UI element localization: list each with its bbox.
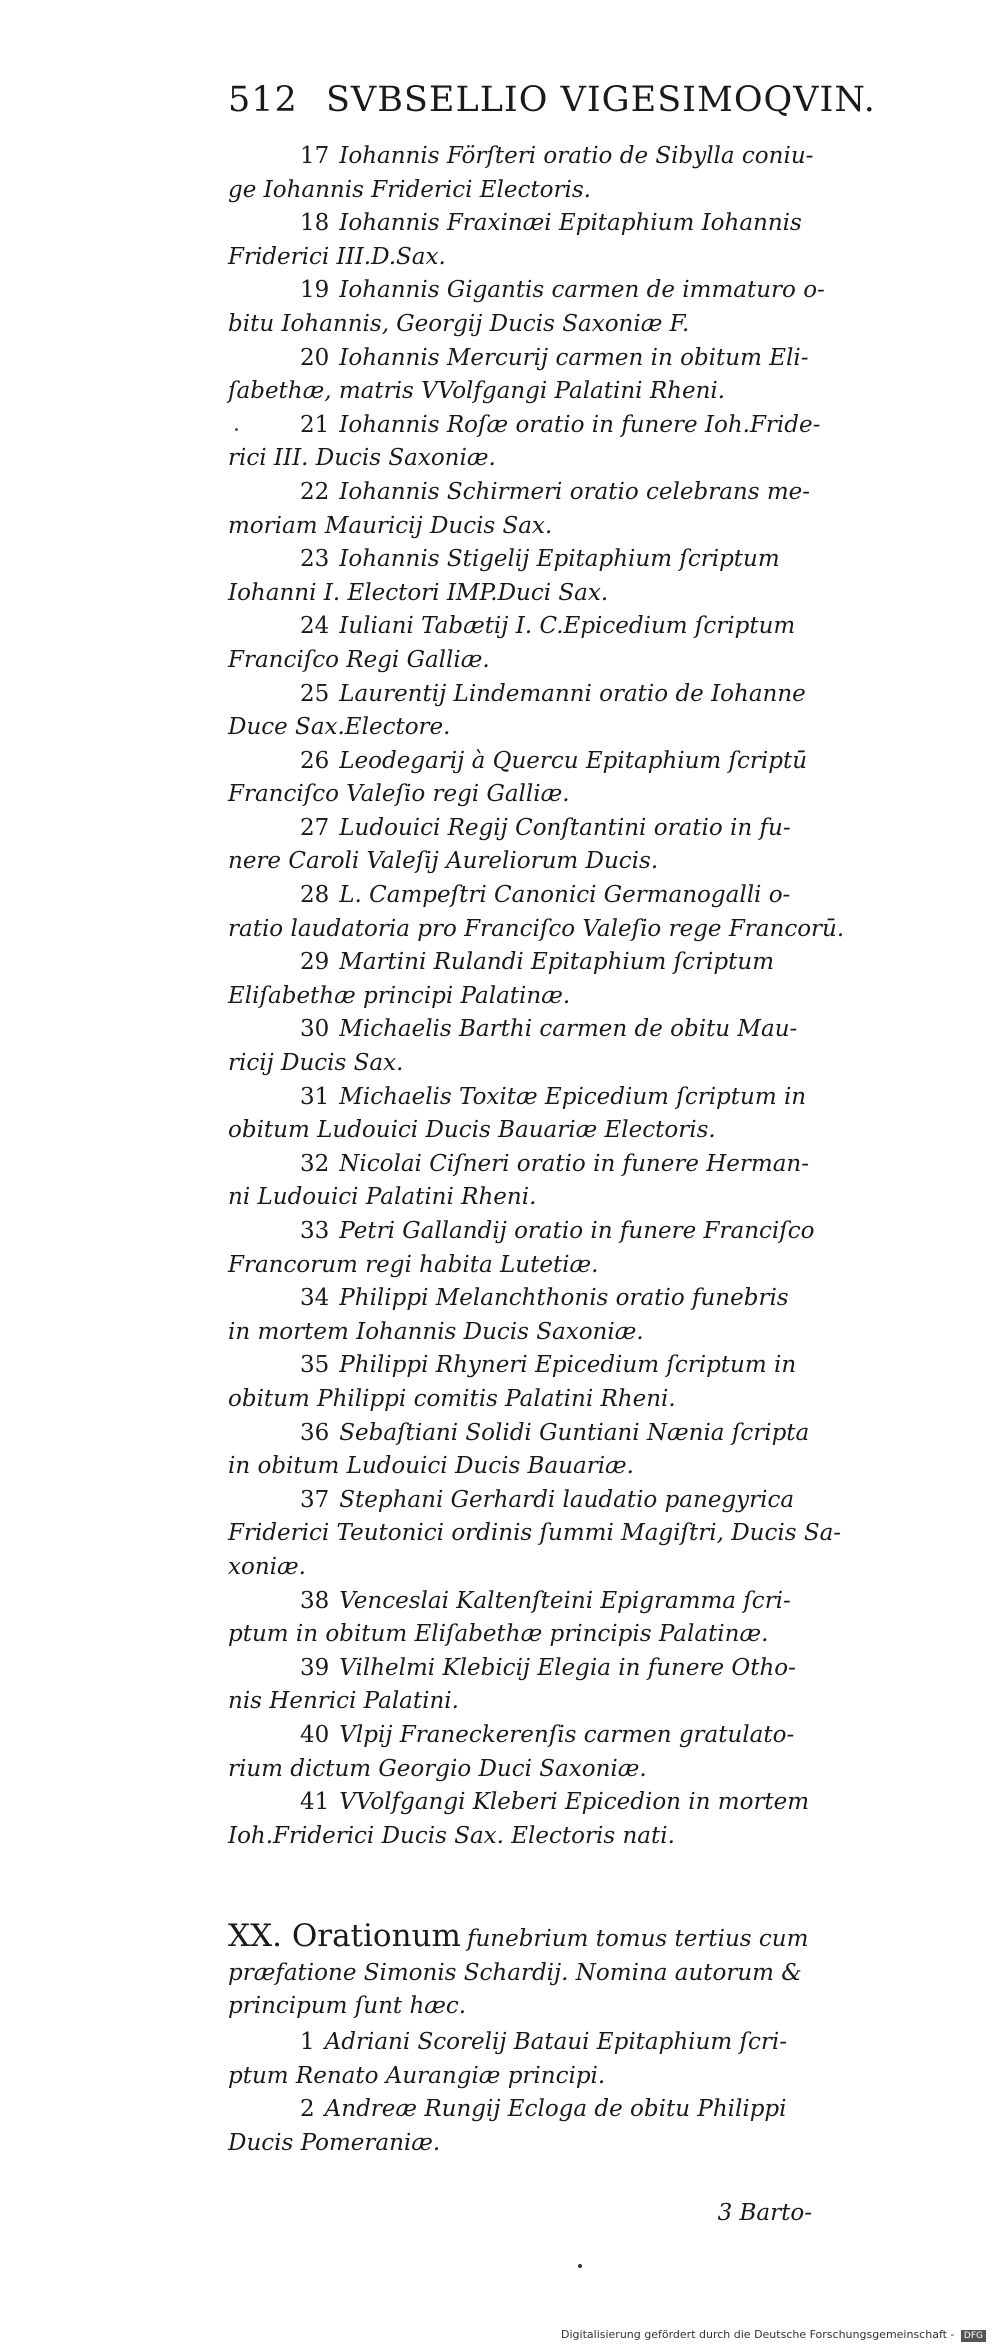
list-item [228,207,820,274]
entry-continuation-line: xoniæ. [228,1553,306,1580]
entry-number: 41 [300,1789,330,1816]
entry-text: VVolfgangi Kleberi Epicedion in mortem [339,1789,810,1816]
entry-number: 30 [300,1016,330,1043]
entry-continuation-line: Iohanni I. Electori IMP.Duci Sax. [228,579,609,606]
entry-number: 22 [300,478,330,505]
list-item [228,543,820,610]
entry-continuation-line: in obitum Ludouici Ducis Bauariæ. [228,1453,634,1480]
list-item [228,1786,820,1853]
entry-number: 21 [300,411,330,438]
list-item [228,1081,820,1148]
entry-text: Laurentij Lindemanni oratio de Iohanne [339,680,806,707]
entry-first-line [228,342,820,376]
entry-first-line [228,1148,820,1182]
entry-number: 33 [300,1218,330,1244]
entry-continuation-line: ſabethæ, matris VVolfgangi Palatini Rheni. [228,378,726,405]
running-header [228,80,876,120]
list-item [228,2093,820,2160]
entry-first-line [228,2093,820,2127]
entry-continuation-line: obitum Philippi comitis Palatini Rheni. [228,1385,676,1412]
entry-continuation-line: obitum Ludouici Ducis Bauariæ Electoris. [228,1117,716,1144]
sub-entry-list [228,2026,820,2160]
entry-continuation-line: nere Caroli Valeſij Aureliorum Ducis. [228,848,659,875]
entry-text: Michaelis Barthi carmen de obitu Mau- [339,1016,798,1043]
entry-text: Stephani Gerhardi laudatio panegyrica [339,1486,795,1513]
page-number: 512 [228,80,298,120]
section-heading-title: XX. Orationum [228,1918,461,1954]
entry-first-line [228,946,820,980]
footer-text: Digitalisierung gefördert durch die Deutsche Forschungsgemeinschaft - [561,2328,955,2341]
entry-number: 25 [300,680,330,707]
entry-text: Iohannis Fraxinæi Epitaphium Iohannis [339,210,802,237]
entry-text: Iohannis Roſæ oratio in funere Ioh.Fride- [339,411,821,438]
list-item [228,2026,820,2093]
section-heading-line-2: præfatione Simonis Schardij. Nomina autorum & [228,1959,802,1986]
entry-number: 20 [300,344,330,371]
list-item [228,476,820,543]
entry-number: 37 [300,1486,330,1513]
list-item [228,1282,820,1349]
section-heading-line-1 [228,1920,820,1957]
entry-number: 23 [300,546,330,573]
entry-continuation-line: Franciſco Regi Galliæ. [228,646,490,673]
entry-text: Vlpij Franeckerenſis carmen gratulato- [339,1721,795,1748]
entry-number: 24 [300,613,330,640]
entry-first-line [228,879,820,913]
entry-continuation-line: moriam Mauricij Ducis Sax. [228,512,553,539]
entry-number: 17 [300,143,330,169]
entry-continuation-line: Ducis Pomeraniæ. [228,2129,441,2156]
dfg-logo: DFG [961,2330,986,2342]
entry-number: 18 [300,210,330,237]
entry-first-line [228,409,820,443]
entry-number: 40 [300,1721,330,1748]
catchword: 3 Barto- [717,2200,812,2226]
entry-number: 39 [300,1654,330,1681]
list-item [228,1719,820,1786]
list-item [228,1148,820,1215]
list-item [228,879,845,946]
entry-number: 19 [300,277,330,304]
entry-continuation-line: rium dictum Georgio Duci Saxoniæ. [228,1755,647,1782]
entry-continuation-line: Eliſabethæ principi Palatinæ. [228,982,571,1009]
list-item [228,946,820,1013]
section-heading [228,1920,820,2024]
entry-text: Vilhelmi Klebicij Elegia in funere Otho- [339,1654,796,1681]
entry-first-line [228,1719,820,1753]
entry-first-line [228,1349,820,1383]
entry-text: Philippi Melanchthonis oratio funebris [339,1285,789,1312]
entry-text: Iohannis Förſteri oratio de Sibylla coniu- [339,143,814,169]
entry-first-line [228,1585,820,1619]
entry-number: 32 [300,1150,330,1177]
entry-text: Sebaſtiani Solidi Guntiani Nænia ſcripta [339,1419,810,1446]
entry-continuation-line: in mortem Iohannis Ducis Saxoniæ. [228,1318,644,1345]
entry-text: Ludouici Regij Conſtantini oratio in fu- [339,814,791,841]
entry-first-line [228,745,820,779]
entry-continuation-line: ni Ludouici Palatini Rheni. [228,1184,537,1211]
entry-text: Petri Gallandij oratio in funere Franciſco [339,1218,815,1244]
entry-first-line [228,1282,820,1316]
entry-text: Philippi Rhyneri Epicedium ſcriptum in [339,1352,797,1379]
entry-text: Martini Rulandi Epitaphium ſcriptum [339,949,775,976]
digitization-footer [561,2328,986,2342]
entry-number: 29 [300,949,330,976]
entry-continuation-line: ptum in obitum Eliſabethæ principis Palatinæ. [228,1621,769,1648]
list-item [228,812,820,879]
entry-number: 26 [300,747,330,774]
entry-continuation-line: Friderici III.D.Sax. [228,243,446,270]
list-item [228,409,820,476]
entry-continuation-line: rici III. Ducis Saxoniæ. [228,445,496,472]
entry-first-line [228,140,820,174]
entry-first-line [228,543,820,577]
entry-continuation-line: Duce Sax.Electore. [228,714,451,741]
entry-text: Venceslai Kaltenſteini Epigramma ſcri- [339,1587,791,1614]
list-item [228,1484,842,1585]
entry-first-line [228,1652,820,1686]
entry-text: Iohannis Stigelij Epitaphium ſcriptum [339,546,780,573]
entry-continuation-line: ge Iohannis Friderici Electoris. [228,176,591,203]
entry-continuation-line: Friderici Teutonici ordinis ſummi Magiſtri, Ducis Sa- [228,1520,842,1547]
entry-first-line [228,1215,820,1249]
ink-mark [578,2264,582,2268]
entry-first-line [228,678,820,712]
list-item [228,610,820,677]
list-item [228,678,820,745]
entry-continuation-line: Francorum regi habita Lutetiæ. [228,1251,599,1278]
list-item [228,274,825,341]
entry-text: Iohannis Schirmeri oratio celebrans me- [339,478,811,505]
entry-number: 27 [300,814,330,841]
entry-first-line [228,1013,820,1047]
entry-text: Adriani Scorelij Bataui Epitaphium ſcri- [324,2029,787,2055]
entry-continuation-line: Franciſco Valeſio regi Galliæ. [228,781,570,808]
entry-text: Iohannis Mercurij carmen in obitum Eli- [339,344,809,371]
entry-continuation-line: ptum Renato Aurangiæ principi. [228,2062,606,2089]
entry-first-line [228,476,820,510]
entry-number: 2 [300,2096,315,2123]
entry-text: L. Campeſtri Canonici Germanogalli o- [339,882,791,909]
entry-first-line [228,610,820,644]
list-item [228,140,820,207]
entry-first-line [228,1786,820,1820]
list-item [228,1215,820,1282]
section-heading-line-3: principum ſunt hæc. [228,1993,467,2020]
list-item [228,1652,820,1719]
entry-continuation-line: Ioh.Friderici Ducis Sax. Electoris nati. [228,1822,675,1849]
entry-first-line [228,1484,820,1518]
entry-text: Michaelis Toxitæ Epicedium ſcriptum in [339,1083,807,1110]
list-item [228,1349,820,1416]
entry-text: Nicolai Ciſneri oratio in funere Herman- [339,1150,810,1177]
list-item [228,1013,820,1080]
entry-first-line [228,274,825,308]
entry-text: Iohannis Gigantis carmen de immaturo o- [339,277,825,304]
entry-text: Andreæ Rungij Ecloga de obitu Philippi [324,2096,787,2123]
list-item [228,1417,820,1484]
entry-continuation-line: bitu Iohannis, Georgij Ducis Saxoniæ F. [228,310,690,337]
entry-number: 28 [300,882,330,909]
entry-continuation-line: ricij Ducis Sax. [228,1050,404,1077]
entry-continuation-line: nis Henrici Palatini. [228,1688,459,1715]
entry-first-line [228,1417,820,1451]
list-item [228,342,820,409]
list-item [228,745,820,812]
entry-number: 38 [300,1587,330,1614]
entry-number: 35 [300,1352,330,1379]
entry-number: 1 [300,2029,315,2055]
entry-first-line [228,812,820,846]
entry-number: 34 [300,1285,330,1312]
entry-text: Iuliani Tabætij I. C.Epicedium ſcriptum [339,613,796,640]
entry-number: 36 [300,1419,330,1446]
entry-first-line [228,1081,820,1115]
entry-list [228,140,845,1853]
entry-continuation-line: ratio laudatoria pro Franciſco Valeſio rege Francorū. [228,915,845,942]
entry-text: Leodegarij à Quercu Epitaphium ſcriptū [339,747,808,774]
list-item [228,1585,820,1652]
section-heading-rest: funebrium tomus tertius cum [466,1926,809,1952]
entry-first-line [228,2026,820,2060]
entry-number: 31 [300,1083,330,1110]
entry-first-line [228,207,820,241]
running-title: SVBSELLIO VIGESIMOQVIN. [325,80,876,120]
